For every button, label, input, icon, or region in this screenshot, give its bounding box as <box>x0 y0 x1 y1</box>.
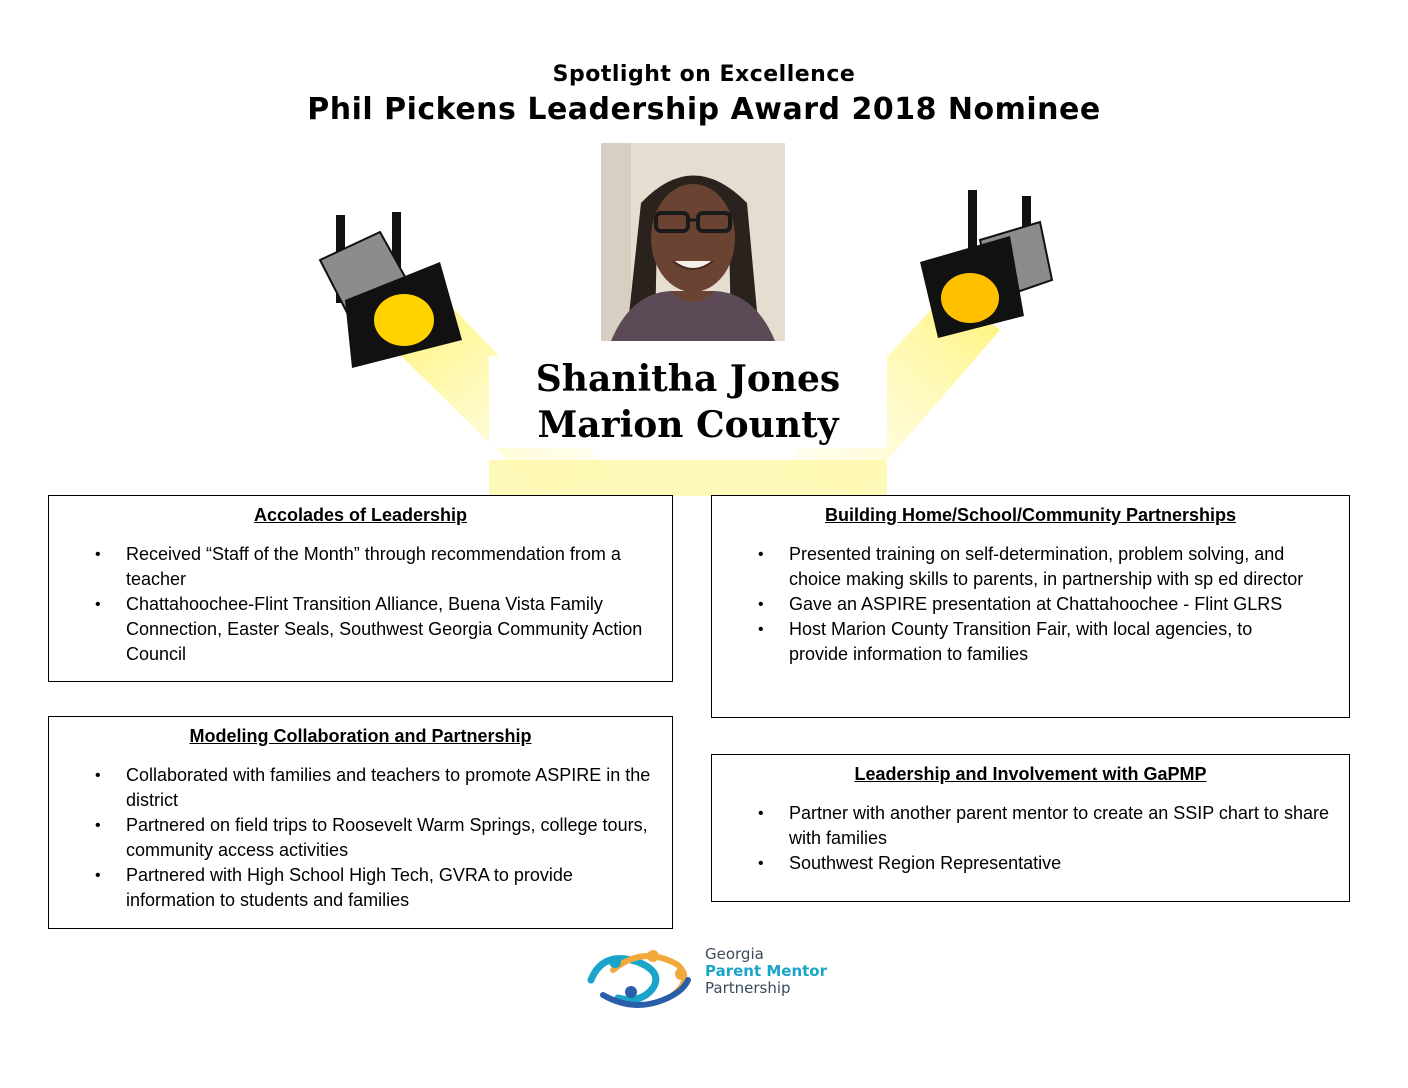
header-subtitle: Spotlight on Excellence <box>552 62 856 87</box>
list-item: • Gave an ASPIRE presentation at Chattahoochee - Flint GLRS <box>712 592 1349 617</box>
involvement-list <box>712 801 1349 876</box>
nominee-name: Shanitha Jones <box>535 358 841 400</box>
gapmp-logo-icon <box>583 940 703 1012</box>
list-item: • Partnered on field trips to Roosevelt Warm Springs, college tours, community access activities <box>49 813 672 863</box>
accolades-box <box>48 495 673 682</box>
logo-line-3: Partnership <box>705 979 791 997</box>
involvement-heading: Leadership and Involvement with GaPMP <box>854 764 1207 784</box>
list-item: • Presented training on self-determination, problem solving, and choice making skills to parents, in partnership with sp ed director <box>712 542 1349 592</box>
collaboration-box <box>48 716 673 929</box>
partnerships-list <box>712 542 1349 667</box>
list-item: • Chattahoochee-Flint Transition Alliance, Buena Vista Family Connection, Easter Seals, Southwest Georgia Community Action Council <box>49 592 672 667</box>
left-spotlight-icon <box>320 212 462 368</box>
logo-text <box>705 946 827 997</box>
nominee-name-block <box>489 356 887 448</box>
logo-line-2: Parent Mentor <box>705 962 828 980</box>
list-item: • Southwest Region Representative <box>712 851 1349 876</box>
gapmp-logo <box>583 940 833 1012</box>
list-item: • Collaborated with families and teachers to promote ASPIRE in the district <box>49 763 672 813</box>
logo-line-1: Georgia <box>705 945 764 963</box>
list-item: • Received “Staff of the Month” through recommendation from a teacher <box>49 542 672 592</box>
collaboration-heading: Modeling Collaboration and Partnership <box>189 726 532 746</box>
involvement-box <box>711 754 1350 902</box>
right-spotlight-icon <box>920 190 1052 338</box>
accolades-list <box>49 542 672 667</box>
list-item: • Partnered with High School High Tech, GVRA to provide information to students and families <box>49 863 672 913</box>
collaboration-list <box>49 763 672 913</box>
list-item: • Partner with another parent mentor to create an SSIP chart to share with families <box>712 801 1349 851</box>
list-item: • Host Marion County Transition Fair, with local agencies, to provide information to families <box>712 617 1349 667</box>
partnerships-box <box>711 495 1350 718</box>
accolades-heading: Accolades of Leadership <box>253 505 468 525</box>
header-title: Phil Pickens Leadership Award 2018 Nominee <box>307 92 1101 127</box>
nominee-photo <box>601 143 785 341</box>
partnerships-heading: Building Home/School/Community Partnerships <box>824 505 1237 525</box>
nominee-county: Marion County <box>537 404 839 446</box>
